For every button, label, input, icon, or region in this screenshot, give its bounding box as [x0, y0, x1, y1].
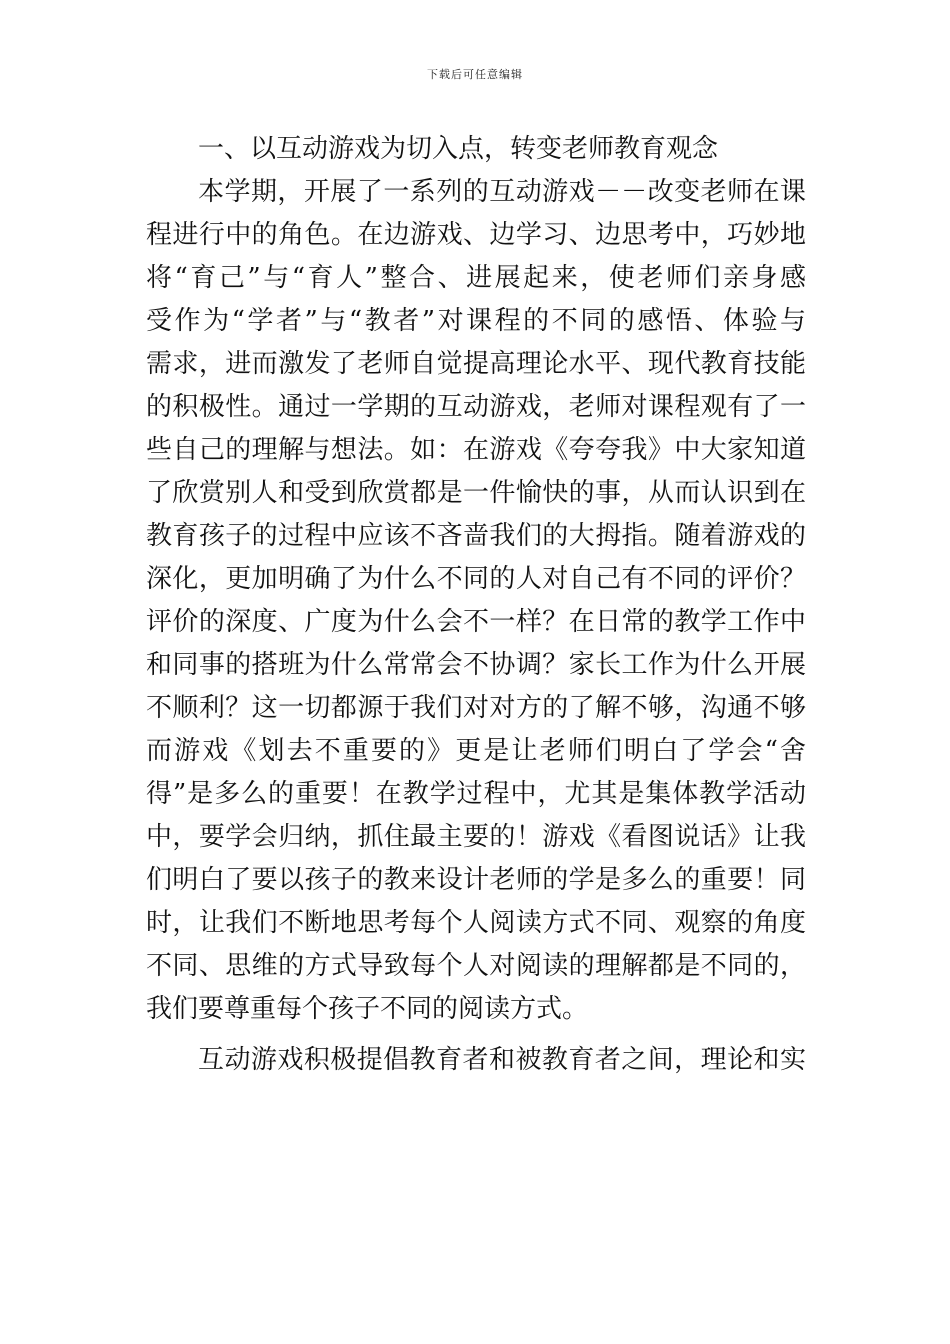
paragraph-line: 评价的深度、广度为什么会不一样？在日常的教学工作中 — [146, 607, 806, 637]
section-heading: 一、以互动游戏为切入点，转变老师教育观念 — [198, 134, 719, 164]
paragraph-line: 不同、思维的方式导致每个人对阅读的理解都是不同的， — [146, 951, 806, 981]
paragraph-line: 受作为“学者”与“教者”对课程的不同的感悟、体验与 — [146, 306, 806, 336]
paragraph-line: 我们要尊重每个孩子不同的阅读方式。 — [146, 994, 589, 1024]
paragraph-line: 互动游戏积极提倡教育者和被教育者之间，理论和实 — [198, 1045, 806, 1075]
paragraph-line: 得”是多么的重要！在教学过程中，尤其是集体教学活动 — [146, 779, 806, 809]
paragraph-line: 而游戏《划去不重要的》更是让老师们明白了学会“舍 — [146, 736, 806, 766]
paragraph-line: 的积极性。通过一学期的互动游戏，老师对课程观有了一 — [146, 392, 806, 422]
paragraph-line: 本学期，开展了一系列的互动游戏－－改变老师在课 — [198, 177, 806, 207]
paragraph-line: 程进行中的角色。在边游戏、边学习、边思考中，巧妙地 — [146, 220, 806, 250]
paragraph-line: 时，让我们不断地思考每个人阅读方式不同、观察的角度 — [146, 908, 806, 938]
paragraph-line: 和同事的搭班为什么常常会不协调？家长工作为什么开展 — [146, 650, 806, 680]
paragraph-line: 将“育己”与“育人”整合、进展起来，使老师们亲身感 — [146, 263, 806, 293]
paragraph-line: 了欣赏别人和受到欣赏都是一件愉快的事，从而认识到在 — [146, 478, 806, 508]
paragraph-line: 中，要学会归纳，抓住最主要的！游戏《看图说话》让我 — [146, 822, 806, 852]
page-header: 下载后可任意编辑 — [427, 68, 523, 81]
paragraph-line: 教育孩子的过程中应该不吝啬我们的大拇指。随着游戏的 — [146, 521, 806, 551]
paragraph-line: 深化，更加明确了为什么不同的人对自己有不同的评价？ — [146, 564, 806, 594]
paragraph-line: 不顺利？这一切都源于我们对对方的了解不够，沟通不够 — [146, 693, 806, 723]
paragraph-line: 们明白了要以孩子的教来设计老师的学是多么的重要！同 — [146, 865, 806, 895]
document-body — [146, 128, 806, 1082]
paragraph-line: 需求，进而激发了老师自觉提高理论水平、现代教育技能 — [146, 349, 806, 379]
paragraph-line: 些自己的理解与想法。如：在游戏《夸夸我》中大家知道 — [146, 435, 806, 465]
